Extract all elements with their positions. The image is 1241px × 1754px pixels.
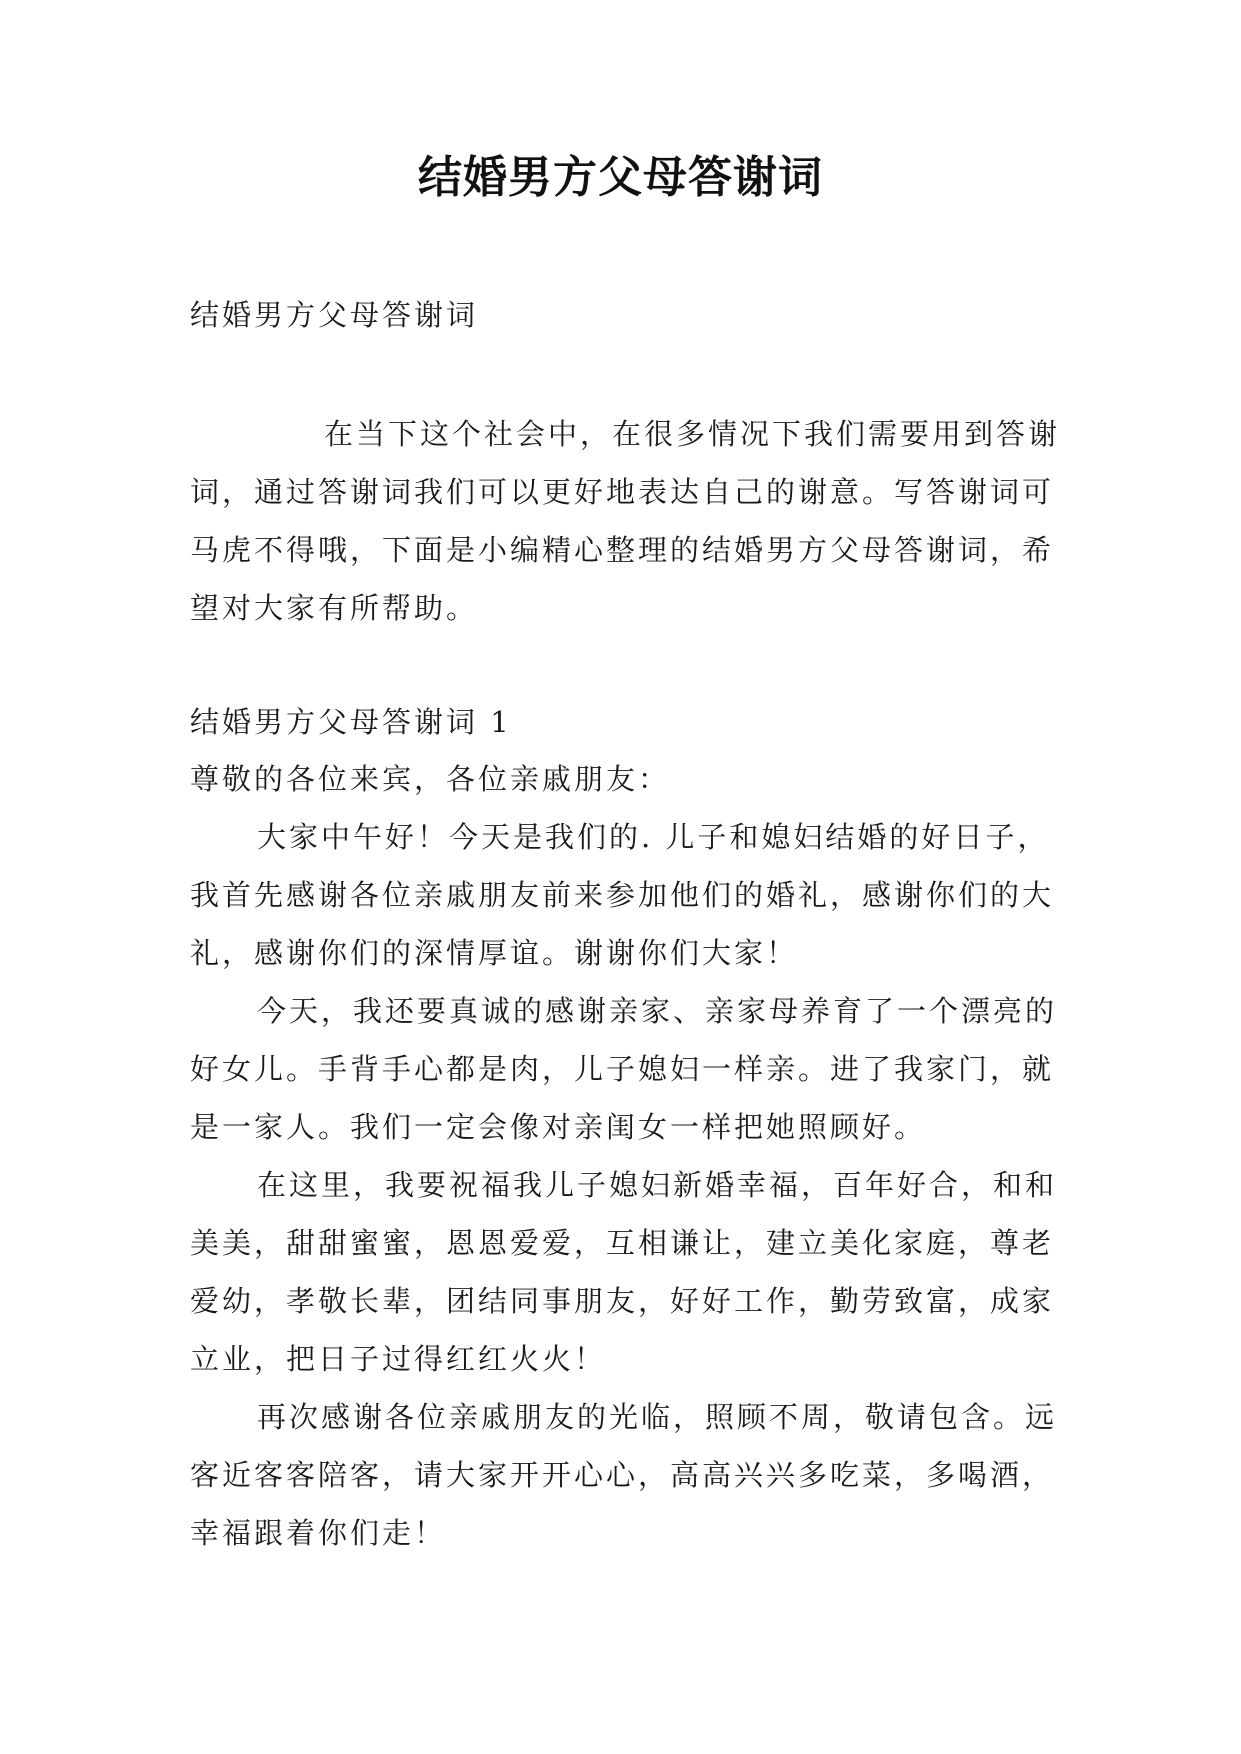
speech-paragraph-1: 大家中午好！今天是我们的. 儿子和媳妇结婚的好日子，我首先感谢各位亲戚朋友前来参加他们的婚礼，感谢你们的大礼，感谢你们的深情厚谊。谢谢你们大家！	[190, 820, 1055, 970]
document-subtitle: 结婚男方父母答谢词	[190, 298, 479, 332]
section-heading: 结婚男方父母答谢词 1	[190, 705, 512, 739]
intro-paragraph: 在当下这个社会中，在很多情况下我们需要用到答谢词，通过答谢词我们可以更好地表达自己的谢意。写答谢词可马虎不得哦，下面是小编精心整理的结婚男方父母答谢词，希望对大家有所帮助。	[190, 417, 1061, 625]
speech-paragraph-3: 在这里，我要祝福我儿子媳妇新婚幸福，百年好合，和和美美，甜甜蜜蜜，恩恩爱爱，互相谦让，建立美化家庭，尊老爱幼，孝敬长辈，团结同事朋友，好好工作，勤劳致富，成家立业，把日子过得红红火火！	[190, 1168, 1058, 1376]
speech-paragraph-2: 今天，我还要真诚的感谢亲家、亲家母养育了一个漂亮的好女儿。手背手心都是肉，儿子媳妇一样亲。进了我家门，就是一家人。我们一定会像对亲闺女一样把她照顾好。	[190, 994, 1058, 1144]
speech-paragraph-4: 再次感谢各位亲戚朋友的光临，照顾不周，敬请包含。远客近客客陪客，请大家开开心心，高高兴兴多吃菜，多喝酒，幸福跟着你们走！	[190, 1400, 1058, 1550]
document-title: 结婚男方父母答谢词	[418, 152, 823, 203]
salutation: 尊敬的各位来宾，各位亲戚朋友：	[190, 762, 671, 796]
